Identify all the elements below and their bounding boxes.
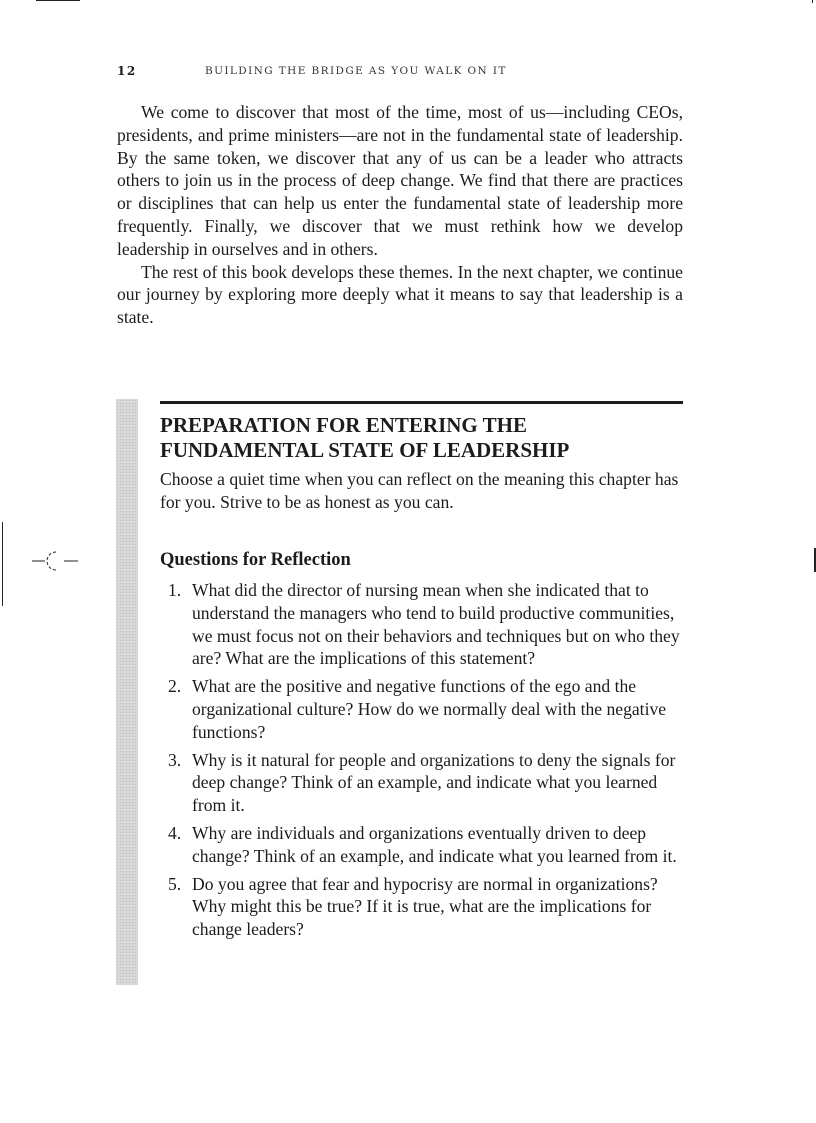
question-text: What did the director of nursing mean when she indicated that to understand the managers who tend to build productive communities, we must focus not on their behaviors and techniques but on who they are? What are the implications of this statement? <box>192 580 680 669</box>
question-item-3 <box>168 749 686 817</box>
body-paragraph-1: We come to discover that most of the time, most of us—including CEOs, presidents, and prime ministers—are not in the fundamental state of leadership. By the same token, we discover that any of us can be a leader who attracts others to join us in the process of deep change. We find that there are practices or disciplines that can help us enter the fundamental state of leadership more frequently. Finally, we discover that we must rethink how we develop leadership in ourselves and in others. <box>117 102 683 259</box>
question-number: 2. <box>168 676 182 697</box>
question-text: Why are individuals and organizations eventually driven to deep change? Think of an example, and indicate what you learned from it. <box>192 822 677 866</box>
question-number: 4. <box>168 822 182 843</box>
body-paragraph-2: The rest of this book develops these themes. In the next chapter, we continue our journey by exploring more deeply what it means to say that leadership is a state. <box>117 261 683 328</box>
question-text: What are the positive and negative functions of the ego and the organizational culture? How do we normally deal with the negative functions? <box>192 676 667 742</box>
question-item-2 <box>168 675 686 743</box>
questions-list <box>168 579 686 946</box>
running-title: BUILDING THE BRIDGE AS YOU WALK ON IT <box>205 65 507 77</box>
question-number: 5. <box>168 873 182 894</box>
question-item-5 <box>168 873 686 941</box>
question-item-4 <box>168 822 686 868</box>
crop-mark-top-left <box>36 0 80 1</box>
registration-mark-icon <box>32 546 80 576</box>
questions-heading: Questions for Reflection <box>160 550 351 570</box>
sidebar-title-line-1: PREPARATION FOR ENTERING THE <box>160 413 527 437</box>
sidebar-title <box>160 413 680 463</box>
question-number: 3. <box>168 749 182 770</box>
question-text: Why is it natural for people and organizations to deny the signals for deep change? Think of an example, and indicate what you learned from it. <box>192 749 676 816</box>
sidebar-shaded-bar <box>116 399 138 985</box>
sidebar-top-rule <box>160 401 683 404</box>
sidebar-title-line-2: FUNDAMENTAL STATE OF LEADERSHIP <box>160 438 570 462</box>
sidebar-intro: Choose a quiet time when you can reflect on the meaning this chapter has for you. Strive to be as honest as you can. <box>160 469 679 512</box>
question-number: 1. <box>168 580 182 600</box>
question-item-1 <box>168 579 686 670</box>
running-head <box>117 64 687 80</box>
question-text: Do you agree that fear and hypocrisy are normal in organizations? Why might this be true? If it is true, what are the implications for change leaders? <box>192 873 658 940</box>
body-text <box>117 101 683 329</box>
page-number: 12 <box>117 64 137 78</box>
crop-mark-left-vertical <box>2 522 3 606</box>
crop-mark-top-right <box>812 0 813 3</box>
